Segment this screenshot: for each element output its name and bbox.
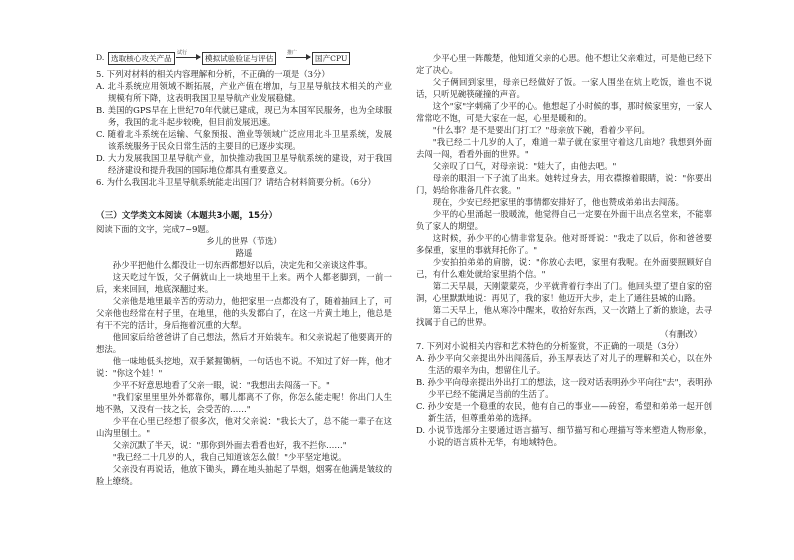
q7-stem: 7. 下列对小说相关内容和艺术特色的分析鉴赏，不正确的一项是（3分） — [416, 341, 684, 351]
story-paragraph: 少平在心里已经想了很多次，他对父亲说："我长大了，总不能一辈子在这山沟里刨土。" — [96, 416, 392, 438]
flow-arrow-1: 试行 — [176, 57, 200, 58]
q5-option-a: A. 北斗系统应用领域不断拓展，产业产值在增加，与卫星导航技术相关的产业规模有所下降，这表明我国卫星导航产业发展稳健。 — [96, 81, 392, 103]
reading-instruction: 阅读下面的文字，完成7~9题。 — [96, 224, 215, 234]
story-paragraph: 父亲叹了口气，对母亲说："娃大了，由他去吧。" — [432, 161, 617, 171]
story-paragraph: 少平的心里涌起一股暖流，他觉得自己一定要在外面干出点名堂来，不能辜负了家人的期望。 — [416, 209, 712, 231]
story-paragraph: "我已经二十几岁的人，我自己知道该怎么做！"少平坚定地说。 — [112, 452, 347, 462]
left-column — [96, 52, 392, 487]
story-paragraph: 这天吃过午饭，父子俩就山上一块地里干上来。两个人都老脚到，一前一后，来来回回，地底深翻过来。 — [96, 272, 392, 294]
section-title-literary: （三）文学类文本阅读（本题共3小题，15分） — [96, 211, 278, 221]
flow-box-domestic-cpu: 国产CPU — [312, 52, 350, 65]
right-column — [416, 52, 712, 448]
q5-option-d: D. 大力发展我国卫星导航产业，加快推动我国卫星导航系统的建设，对于我国经济建设和提升我国的国际地位都具有重要意义。 — [96, 153, 392, 175]
q5-option-b: B. 美国的GPS早在上世纪70年代就已建成，现已为本国军民服务，也为全球服务，我国的北斗起步较晚，但目前发展迅速。 — [96, 105, 392, 127]
story-paragraph: "我已经二十几岁的人了，难道一辈子就在家里守着这几亩地？我想到外面去闯一闯，看看外面的世界。" — [416, 137, 712, 159]
story-paragraph: "我们家里里里外外都靠你，哪儿都离不了你，你怎么能走呢！你出门人生地不熟，又没有一技之长，会受苦的……" — [96, 392, 392, 414]
story-paragraph: 父亲没有再说话，他放下锄头，蹲在地头抽起了旱烟，烟雾在他满是皱纹的脸上缭绕。 — [96, 464, 392, 486]
story-paragraph: 他一味地低头挖地，双手紧握锄柄，一句话也不说。不知过了好一阵，他才说："你这个娃！" — [96, 356, 392, 378]
option-d-letter: D. — [96, 53, 105, 62]
flow-box-simulation: 模拟试验验证与评估 — [202, 52, 276, 65]
story-paragraph: 现在，少安已经把家里的事情都安排好了，他也赞成弟弟出去闯荡。 — [432, 197, 685, 207]
story-paragraph: 这个"家"字刺痛了少平的心。他想起了小时候的事，那时候家里穷，一家人常常吃不饱，可是大家在一起，心里是暖和的。 — [416, 101, 712, 123]
story-paragraph: 父亲他是地里最辛苦的劳动力，他把家里一点都没有了，随着抽回上了，可父亲他也经常在村子里，在地里，他的头发都白了，在这一片黄土地上，他总是有干不完的活计，身后拖着沉重的大犁。 — [96, 296, 392, 330]
q7-option-b: B. 孙少平向母亲提出外出打工的想法，这一段对话表明孙少平向往"去"，表明孙少平已经不能满足当前的生活了。 — [416, 377, 712, 399]
story-paragraph: "什么事？是不是要出门打工？"母亲放下碗，看着少平问。 — [432, 125, 650, 135]
story-paragraph: 少平心里一阵酸楚，他知道父亲的心思。他不想让父亲难过，可是他已经下定了决心。 — [416, 53, 712, 75]
story-paragraph: 孙少平把他什么都没让一切东西都想好以后，决定先和父亲谈这件事。 — [112, 260, 373, 270]
story-paragraph: 少安拍拍弟弟的肩膀，说："你放心去吧，家里有我呢。在外面要照顾好自己，有什么难处就给家里捎个信。" — [416, 257, 712, 279]
story-paragraph: 母亲的眼泪一下子流了出来。她转过身去，用衣襟擦着眼睛，说："你要出门，妈给你准备几件衣裳。" — [416, 173, 712, 195]
q7-option-a: A. 孙少平向父亲提出外出闯荡后，孙玉厚表达了对儿子的理解和关心，以在外生活的艰辛为由，想留住儿子。 — [416, 353, 712, 375]
story-title: 乡儿的世界（节选） — [206, 236, 282, 246]
flow-arrow-2: 推广 — [286, 57, 310, 58]
story-author: 路遥 — [235, 248, 253, 258]
option-d-flowchart — [96, 52, 392, 66]
q5-stem: 5. 下列对材料的相关内容理解和分析，不正确的一项是（3分） — [96, 69, 330, 79]
q7-option-c: C. 孙少安是一个稳重的农民，他有自己的事业——砖窑，希望和弟弟一起开创新生活，但尊重弟弟的选择。 — [416, 401, 712, 423]
story-paragraph: 第二天早上，他从寒冷中醒来，收拾好东西，又一次踏上了新的旅途，去寻找属于自己的世界。 — [416, 305, 712, 327]
q6-stem: 6. 为什么我国北斗卫星导航系统能走出国门？请结合材料简要分析。（6分） — [96, 177, 376, 187]
flow-box-core-products: 选取核心攻关产品 — [108, 52, 175, 65]
story-paragraph: 这时候，孙少平的心情非常复杂。他对哥哥说："我走了以后，你和爸爸要多保重，家里的事就拜托你了。" — [416, 233, 712, 255]
abridged-note: （有删改） — [660, 329, 702, 339]
story-paragraph: 少平不好意思地看了父亲一眼，说："我想出去闯荡一下。" — [112, 380, 330, 390]
q7-option-d: D. 小说节选部分主要通过语言描写、细节描写和心理描写等来塑造人物形象，小说的语言质朴无华，有地域特色。 — [416, 425, 712, 447]
q5-option-c: C. 随着北斗系统在运输、气象预报、渔业等领域广泛应用北斗卫星系统，发展该系统服务于民众日常生活的主要目的已逐步实现。 — [96, 129, 392, 151]
story-paragraph: 他回家后给爸爸讲了自己想法，然后才开始装车。和父亲说起了他要离开的想法。 — [96, 332, 392, 354]
story-paragraph: 第二天早晨，天刚蒙蒙亮，少平就背着行李出了门。他回头望了望自家的窑洞，心里默默地说：再见了，我的家！他迈开大步，走上了通往县城的山路。 — [416, 281, 712, 303]
story-paragraph: 父亲沉默了半天，说："那你到外面去看看也好，我不拦你……" — [112, 440, 347, 450]
story-paragraph: 父子俩回到家里，母亲已经做好了饭。一家人围坐在炕上吃饭，谁也不说话，只听见碗筷碰撞的声音。 — [416, 77, 712, 99]
